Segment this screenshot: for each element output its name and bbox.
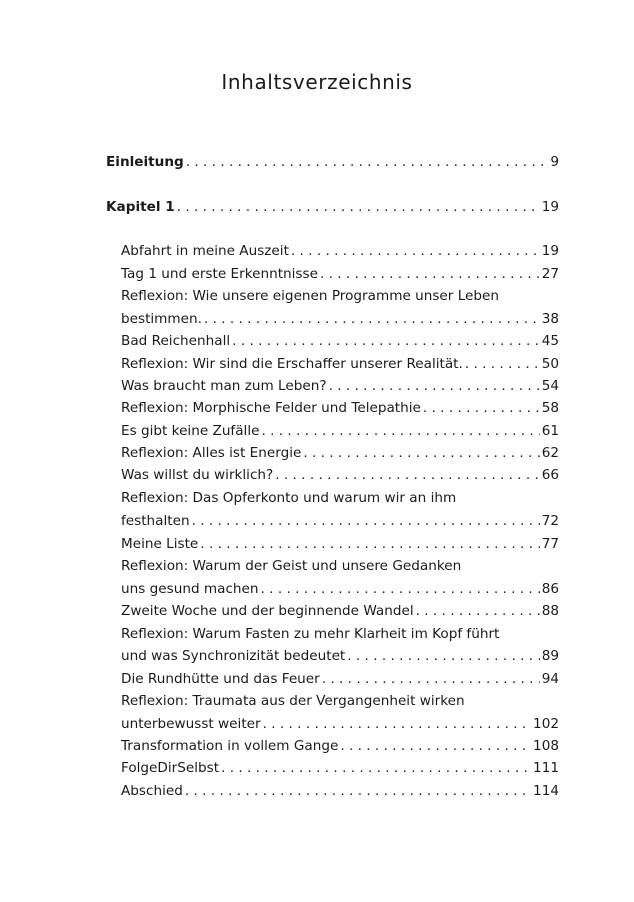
- toc-entry-page: 88: [541, 603, 559, 619]
- dot-leader: [200, 534, 539, 554]
- dot-leader: [177, 197, 540, 217]
- toc-entry-page: 19: [541, 243, 559, 259]
- toc-entry-label: Die Rundhütte und das Feuer: [121, 671, 320, 687]
- toc-entry-label: bestimmen.: [121, 311, 202, 327]
- toc-entry-page: 61: [541, 423, 559, 439]
- toc-subentry[interactable]: [121, 398, 559, 418]
- dot-leader: [261, 579, 540, 599]
- toc-entry-label: Reflexion: Wir sind die Erschaffer unserer Realität.: [121, 356, 463, 372]
- dot-leader: [329, 376, 540, 396]
- toc-subentry-line1: Reflexion: Warum der Geist und unsere Gedanken: [121, 558, 462, 574]
- toc-subentry[interactable]: [121, 354, 559, 374]
- toc-entry-label: Zweite Woche und der beginnende Wandel: [121, 603, 414, 619]
- toc-entry-page: 89: [541, 648, 559, 664]
- toc-entry-page: 9: [550, 154, 559, 170]
- toc-subentry[interactable]: [121, 264, 559, 284]
- toc-entry-kapitel-1[interactable]: [106, 197, 559, 217]
- toc-entry-label: Es gibt keine Zufälle: [121, 423, 260, 439]
- toc-subentry[interactable]: [121, 601, 559, 621]
- dot-leader: [186, 152, 549, 172]
- toc-subentry[interactable]: [121, 331, 559, 351]
- toc-subentry[interactable]: [121, 646, 559, 666]
- toc-subentry[interactable]: [121, 309, 559, 329]
- toc-entry-label: Transformation in vollem Gange: [121, 738, 339, 754]
- toc-entry-page: 102: [533, 716, 559, 732]
- dot-leader: [340, 736, 531, 756]
- toc-subentry-line1: Reflexion: Traumata aus der Vergangenheit wirken: [121, 693, 465, 709]
- dot-leader: [192, 511, 540, 531]
- dot-leader: [221, 758, 531, 778]
- toc-entry-label: Tag 1 und erste Erkenntnisse: [121, 266, 318, 282]
- toc-entry-label: Bad Reichenhall: [121, 333, 231, 349]
- toc-subentry[interactable]: [121, 511, 559, 531]
- dot-leader: [263, 714, 531, 734]
- dot-leader: [185, 781, 531, 801]
- dot-leader: [347, 646, 539, 666]
- toc-subentry[interactable]: [121, 534, 559, 554]
- dot-leader: [275, 465, 539, 485]
- toc-entry-page: 58: [541, 400, 559, 416]
- toc-entry-label: Was braucht man zum Leben?: [121, 378, 327, 394]
- toc-entry-page: 38: [541, 311, 559, 327]
- toc-subentry[interactable]: [121, 443, 559, 463]
- toc-entry-page: 72: [541, 513, 559, 529]
- toc-entry-label: uns gesund machen: [121, 581, 259, 597]
- toc-subentry[interactable]: [121, 579, 559, 599]
- dot-leader: [232, 331, 540, 351]
- toc-entry-label: FolgeDirSelbst: [121, 760, 220, 776]
- dot-leader: [416, 601, 540, 621]
- toc-entry-page: 45: [541, 333, 559, 349]
- toc-entry-label: Einleitung: [106, 154, 184, 170]
- toc-entry-page: 86: [541, 581, 559, 597]
- toc-entry-page: 111: [533, 760, 559, 776]
- toc-subentry[interactable]: [121, 758, 559, 778]
- toc-entry-page: 19: [541, 199, 559, 215]
- dot-leader: [320, 264, 540, 284]
- toc-entry-page: 108: [533, 738, 559, 754]
- toc-entry-label: und was Synchronizität bedeutet: [121, 648, 346, 664]
- toc-entry-page: 62: [541, 445, 559, 461]
- toc-subentry[interactable]: [121, 465, 559, 485]
- toc-entry-label: unterbewusst weiter: [121, 716, 261, 732]
- toc-entry-label: Meine Liste: [121, 536, 199, 552]
- dot-leader: [204, 309, 540, 329]
- toc-entry-label: Abschied: [121, 783, 183, 799]
- toc-entry-label: festhalten: [121, 513, 190, 529]
- toc-subentry[interactable]: [121, 669, 559, 689]
- toc-subentry[interactable]: [121, 376, 559, 396]
- dot-leader: [303, 443, 539, 463]
- toc-subentry[interactable]: [121, 714, 559, 734]
- toc-entry-page: 27: [541, 266, 559, 282]
- toc-entry-page: 54: [541, 378, 559, 394]
- toc-title: Inhaltsverzeichnis: [221, 70, 413, 94]
- toc-entry-label: Reflexion: Morphische Felder und Telepathie: [121, 400, 421, 416]
- toc-entry-label: Abfahrt in meine Auszeit: [121, 243, 289, 259]
- dot-leader: [322, 669, 540, 689]
- toc-entry-label: Reflexion: Alles ist Energie: [121, 445, 302, 461]
- toc-entry-label: Kapitel 1: [106, 199, 175, 215]
- toc-entry-page: 66: [541, 467, 559, 483]
- toc-entry-page: 114: [533, 783, 559, 799]
- toc-subentry-line1: Reflexion: Warum Fasten zu mehr Klarheit im Kopf führt: [121, 626, 500, 642]
- toc-subentry[interactable]: [121, 241, 559, 261]
- toc-entry-einleitung[interactable]: [106, 152, 559, 172]
- toc-entry-page: 50: [541, 356, 559, 372]
- toc-entry-page: 94: [541, 671, 559, 687]
- dot-leader: [261, 421, 539, 441]
- dot-leader: [291, 241, 540, 261]
- toc-entry-page: 77: [541, 536, 559, 552]
- toc-subentry[interactable]: [121, 781, 559, 801]
- toc-subentry[interactable]: [121, 736, 559, 756]
- dot-leader: [423, 398, 540, 418]
- dot-leader: [465, 354, 540, 374]
- toc-subentry-line1: Reflexion: Das Opferkonto und warum wir an ihm: [121, 490, 457, 506]
- toc-subentry[interactable]: [121, 421, 559, 441]
- toc-entry-label: Was willst du wirklich?: [121, 467, 274, 483]
- toc-subentry-line1: Reflexion: Wie unsere eigenen Programme unser Leben: [121, 288, 500, 304]
